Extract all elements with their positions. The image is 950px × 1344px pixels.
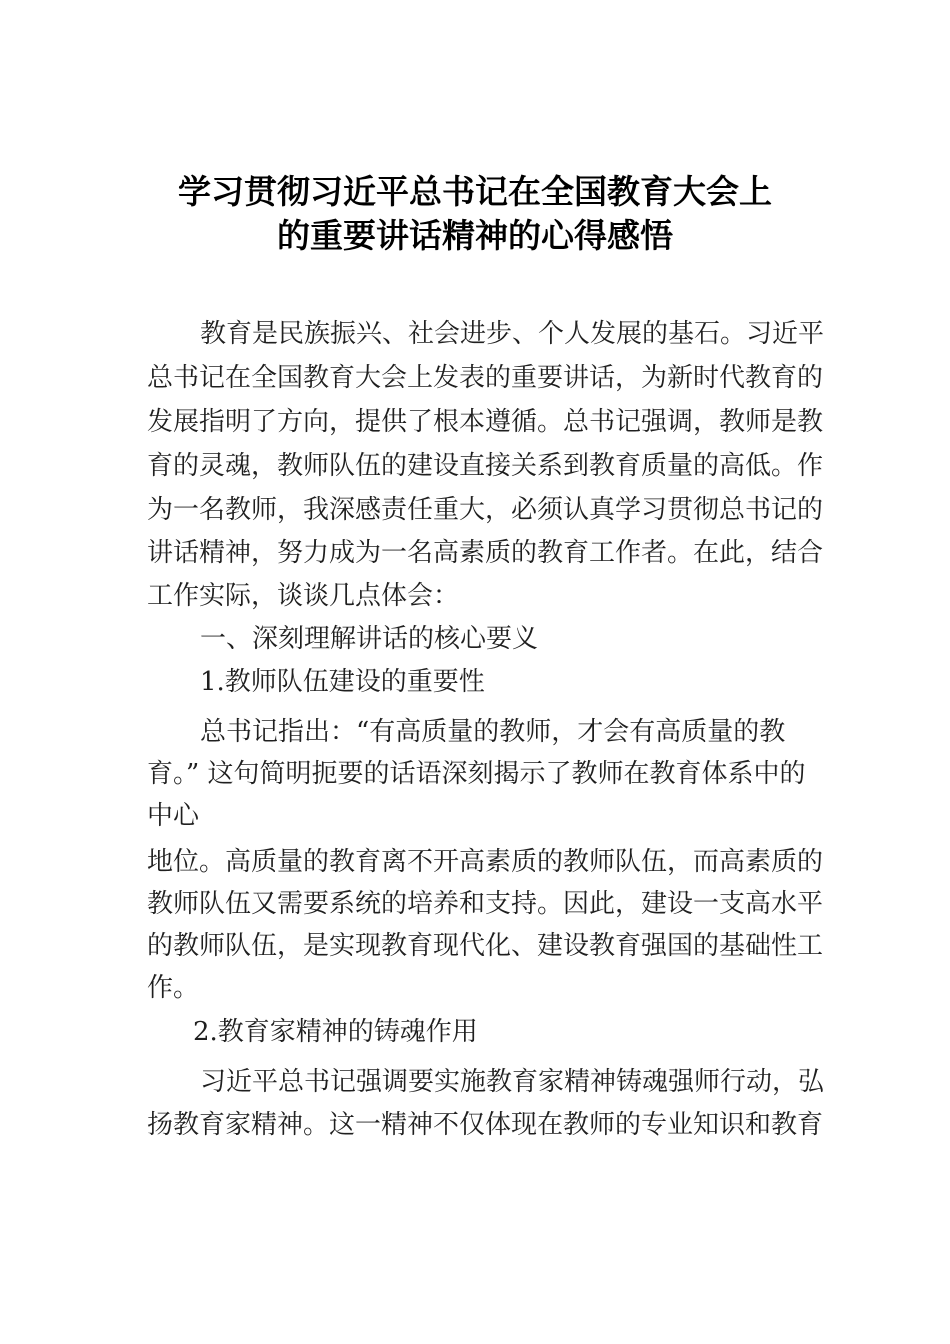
paragraph-line: 育的灵魂，教师队伍的建设直接关系到教育质量的高低。作	[147, 451, 824, 481]
paragraph-line: 总书记指出：“有高质量的教师，才会有高质量的教	[200, 717, 786, 747]
paragraph-line: 发展指明了方向，提供了根本遵循。总书记强调，教师是教	[147, 407, 824, 437]
paragraph-line: 总书记在全国教育大会上发表的重要讲话，为新时代教育的	[147, 363, 824, 393]
paragraph-line: 教师队伍又需要系统的培养和支持。因此，建设一支高水平	[147, 889, 824, 919]
paragraph-line: 扬教育家精神。这一精神不仅体现在教师的专业知识和教育	[147, 1110, 824, 1140]
paragraph-line: 为一名教师，我深感责任重大，必须认真学习贯彻总书记的	[147, 495, 824, 525]
subsection-heading: 2.教育家精神的铸魂作用	[193, 1017, 478, 1047]
paragraph-line: 教育是民族振兴、社会进步、个人发展的基石。习近平	[200, 319, 825, 349]
paragraph-line: 育。” 这句简明扼要的话语深刻揭示了教师在教育体系中的	[147, 759, 806, 789]
paragraph-line: 中心	[147, 801, 200, 831]
section-heading: 一、深刻理解讲话的核心要义	[200, 624, 539, 654]
paragraph-line: 作。	[147, 973, 200, 1003]
document-title-line-1: 学习贯彻习近平总书记在全国教育大会上	[178, 172, 772, 211]
paragraph-line: 讲话精神，努力成为一名高素质的教育工作者。在此，结合	[147, 538, 824, 568]
subsection-heading: 1.教师队伍建设的重要性	[200, 667, 485, 697]
document-title-line-2: 的重要讲话精神的心得感悟	[277, 216, 673, 255]
paragraph-line: 工作实际，谈谈几点体会：	[147, 581, 460, 611]
paragraph-line: 的教师队伍，是实现教育现代化、建设教育强国的基础性工	[147, 931, 824, 961]
paragraph-line: 地位。高质量的教育离不开高素质的教师队伍，而高素质的	[147, 847, 824, 877]
paragraph-line: 习近平总书记强调要实施教育家精神铸魂强师行动，弘	[200, 1067, 825, 1097]
